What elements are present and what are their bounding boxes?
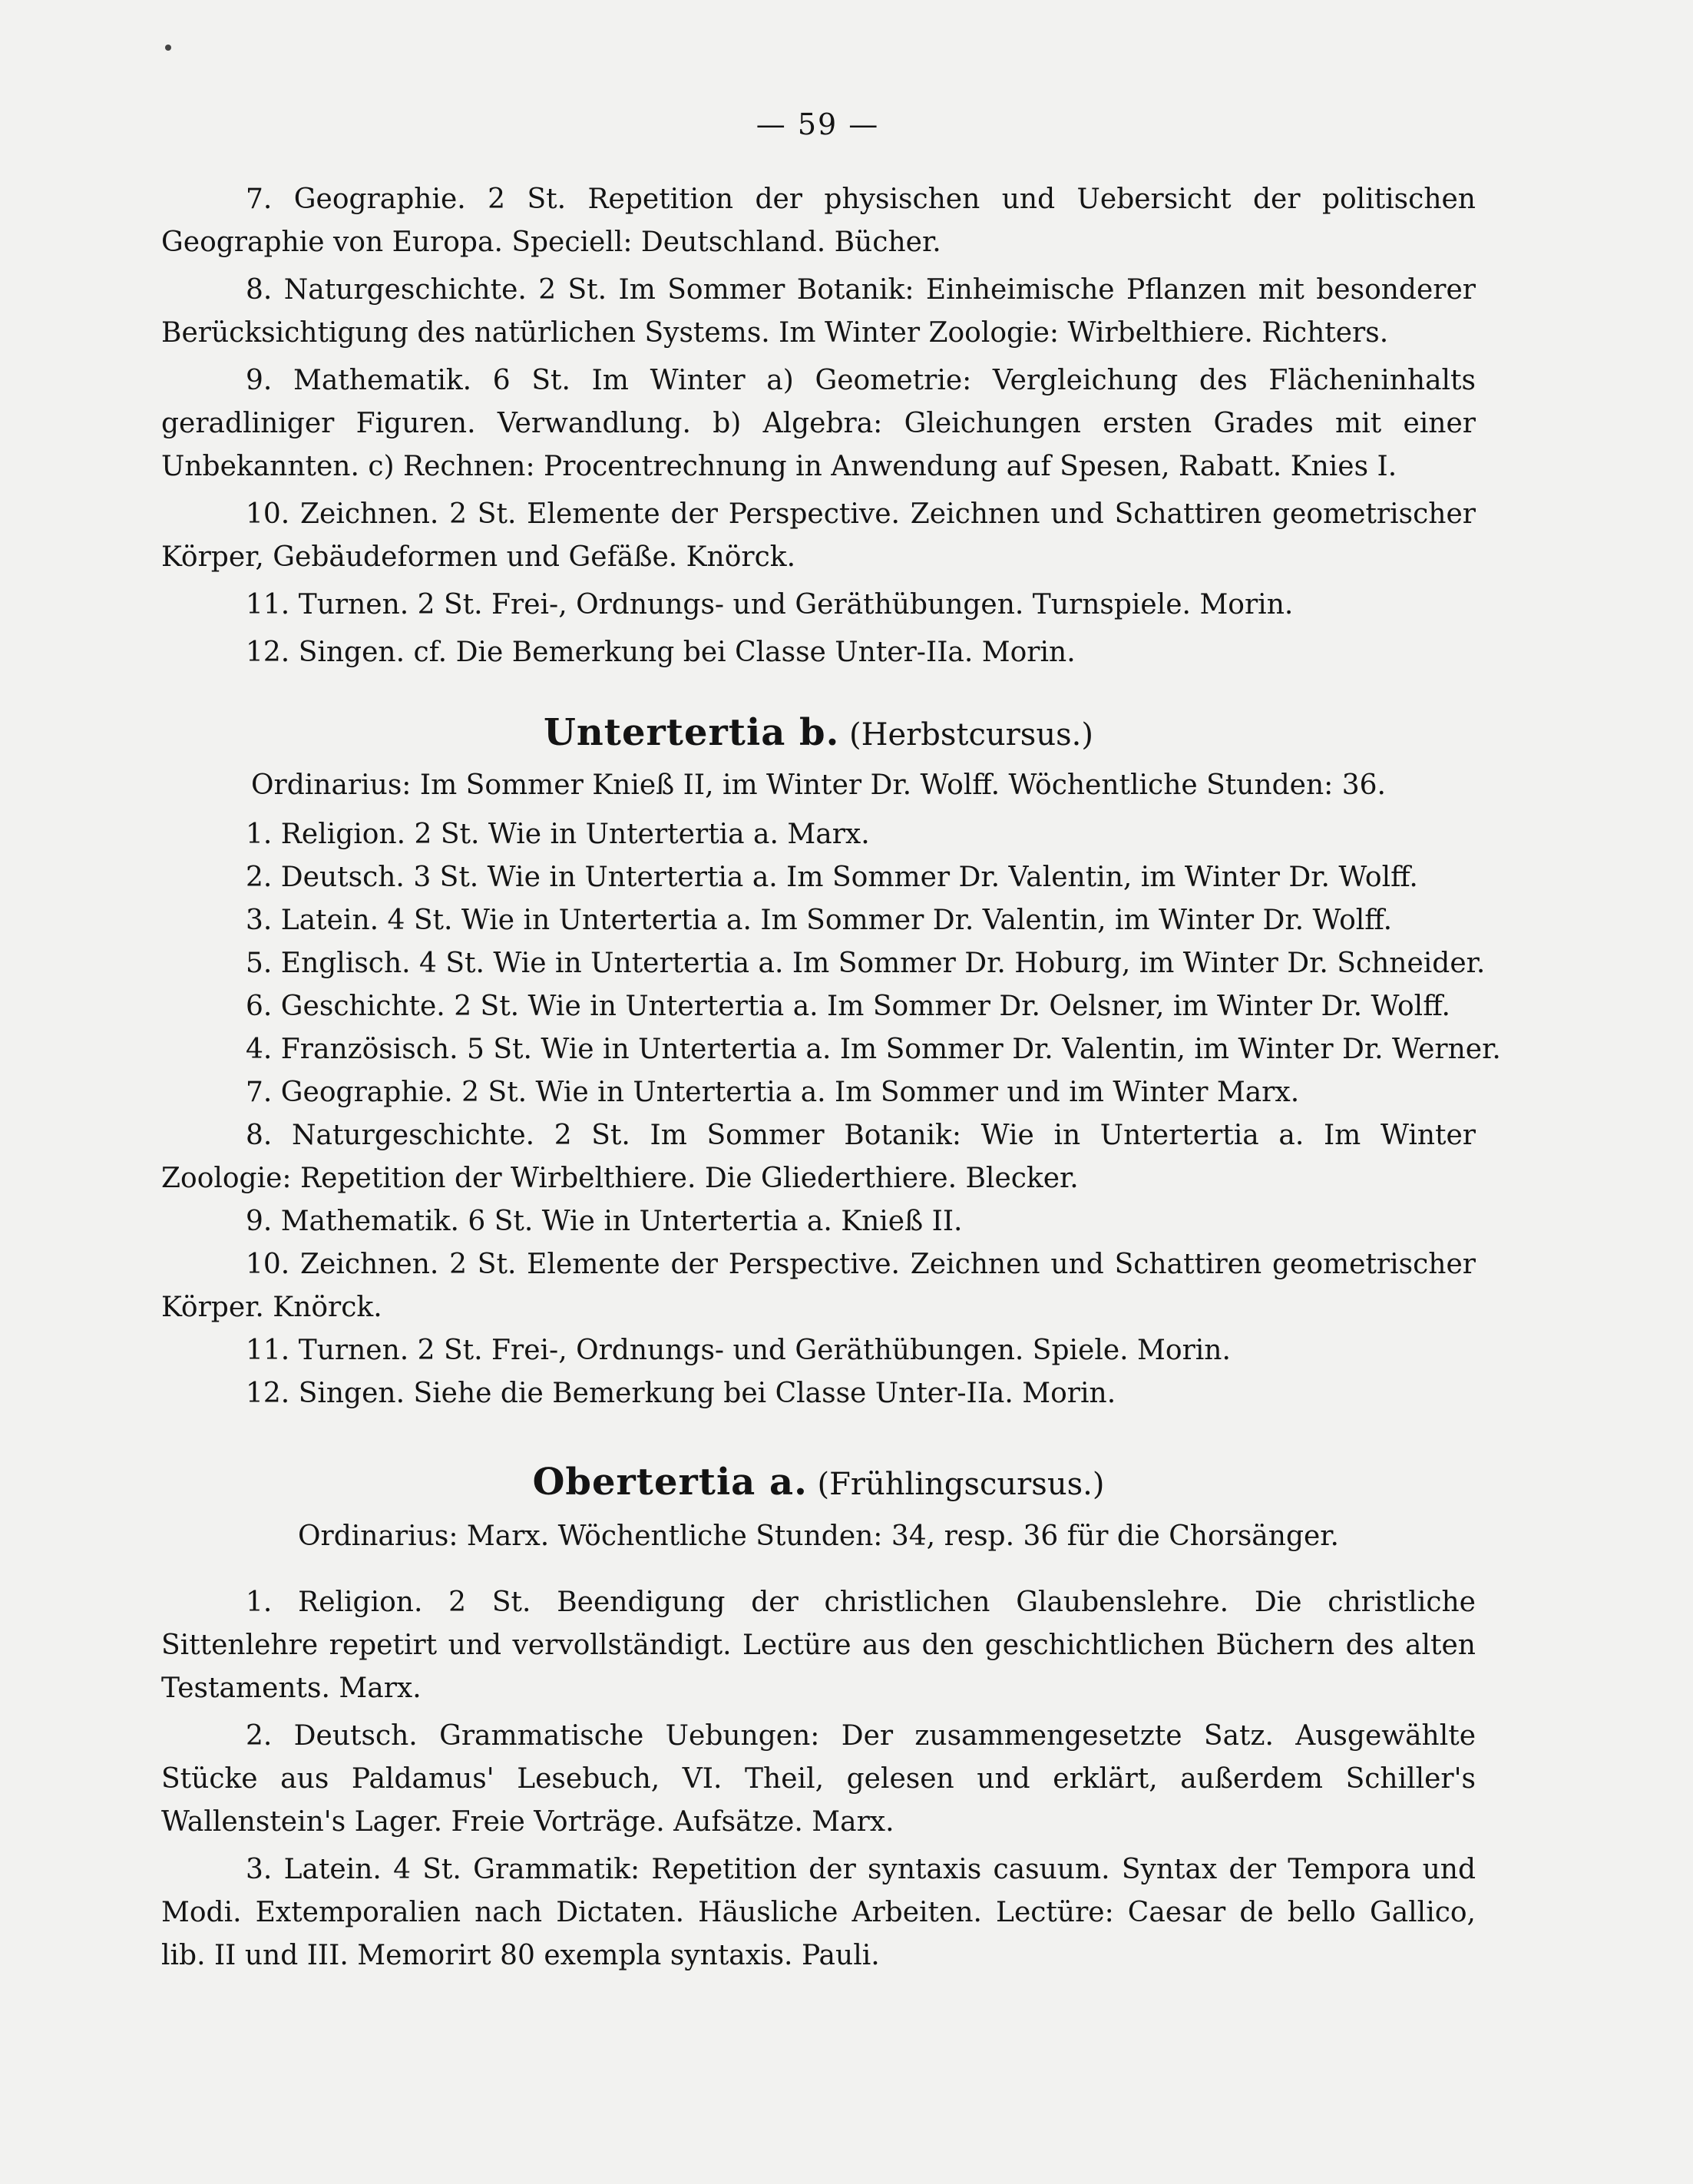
section-untertertia-b — [161, 710, 1501, 1415]
ordinarius-line: Ordinarius: Marx. Wöchentliche Stunden: 34, resp. 36 für die Chorsänger. — [298, 1521, 1339, 1552]
section-title: Untertertia b. — [544, 711, 840, 754]
subject-line: 1. Religion. 2 St. Wie in Untertertia a. Marx. — [246, 819, 870, 850]
subject-line: 11. Turnen. 2 St. Frei-, Ordnungs- und Geräthübungen. Spiele. Morin. — [246, 1335, 1231, 1366]
page-number: — 59 — — [756, 108, 880, 141]
speck-mark — [165, 45, 171, 51]
subject-line: 6. Geschichte. 2 St. Wie in Untertertia a. Im Sommer Dr. Oelsner, im Winter Dr. Wolff. — [246, 991, 1450, 1022]
section-heading — [161, 1459, 1476, 1507]
section-title: Obertertia a. — [532, 1461, 808, 1504]
subject-line: 9. Mathematik. 6 St. Wie in Untertertia a. Knieß II. — [246, 1206, 963, 1237]
subject-paragraph: 10. Zeichnen. 2 St. Elemente der Perspective. Zeichnen und Schattiren geometrischer Körper, Gebäudeformen und Gefäße. Knörck. — [161, 498, 1476, 573]
subject-line: 2. Deutsch. 3 St. Wie in Untertertia a. Im Sommer Dr. Valentin, im Winter Dr. Wolff. — [246, 862, 1418, 893]
top-section — [161, 178, 1476, 674]
subject-line: 5. Englisch. 4 St. Wie in Untertertia a. Im Sommer Dr. Hoburg, im Winter Dr. Schneider. — [246, 948, 1486, 979]
subject-line: 7. Geographie. 2 St. Wie in Untertertia a. Im Sommer und im Winter Marx. — [246, 1077, 1300, 1108]
section-heading — [161, 710, 1476, 758]
subject-paragraph: 1. Religion. 2 St. Beendigung der christlichen Glaubenslehre. Die christliche Sittenlehre repetirt und vervollständigt. Lectüre aus den geschichtlichen Büchern des alten Testaments. Marx. — [161, 1587, 1476, 1704]
section-subtitle: (Herbstcursus.) — [849, 717, 1093, 753]
subject-paragraph: 11. Turnen. 2 St. Frei-, Ordnungs- und Geräthübungen. Turnspiele. Morin. — [246, 589, 1294, 620]
subject-paragraph: 10. Zeichnen. 2 St. Elemente der Perspective. Zeichnen und Schattiren geometrischer Körper. Knörck. — [161, 1249, 1476, 1323]
subject-line: 3. Latein. 4 St. Wie in Untertertia a. Im Sommer Dr. Valentin, im Winter Dr. Wolff. — [246, 905, 1393, 936]
ordinarius-line: Ordinarius: Im Sommer Knieß II, im Winter Dr. Wolff. Wöchentliche Stunden: 36. — [250, 769, 1386, 801]
subject-paragraph: 2. Deutsch. Grammatische Uebungen: Der zusammengesetzte Satz. Ausgewählte Stücke aus Paldamus' Lesebuch, VI. Theil, gelesen und erklärt, außerdem Schiller's Wallenstein's Lager. Freie Vorträge. Aufsätze. Marx. — [161, 1720, 1476, 1838]
section-subtitle: (Frühlingscursus.) — [817, 1467, 1105, 1502]
subject-paragraph: 3. Latein. 4 St. Grammatik: Repetition der syntaxis casuum. Syntax der Tempora und Modi. Extemporalien nach Dictaten. Häusliche Arbeiten. Lectüre: Caesar de bello Gallico, lib. II und III. Memorirt 80 exempla syntaxis. Pauli. — [161, 1854, 1476, 1971]
subject-paragraph: 9. Mathematik. 6 St. Im Winter a) Geometrie: Vergleichung des Flächeninhalts geradliniger Figuren. Verwandlung. b) Algebra: Gleichungen ersten Grades mit einer Unbekannten. c) Rechnen: Procentrechnung in Anwendung auf Spesen, Rabatt. Knies I. — [161, 365, 1476, 482]
subject-paragraph: 8. Naturgeschichte. 2 St. Im Sommer Botanik: Einheimische Pflanzen mit besonderer Berücksichtigung des natürlichen Systems. Im Winter Zoologie: Wirbelthiere. Richters. — [161, 274, 1476, 349]
subject-line: 12. Singen. Siehe die Bemerkung bei Classe Unter-IIa. Morin. — [246, 1378, 1116, 1409]
subject-paragraph: 7. Geographie. 2 St. Repetition der physischen und Uebersicht der politischen Geographie von Europa. Speciell: Deutschland. Bücher. — [161, 184, 1476, 258]
section-obertertia-a — [161, 1459, 1476, 1977]
subject-paragraph: 8. Naturgeschichte. 2 St. Im Sommer Botanik: Wie in Untertertia a. Im Winter Zoologie: Repetition der Wirbelthiere. Die Gliederthiere. Blecker. — [161, 1120, 1476, 1194]
subject-line: 4. Französisch. 5 St. Wie in Untertertia a. Im Sommer Dr. Valentin, im Winter Dr. Werner. — [246, 1034, 1501, 1065]
subject-paragraph: 12. Singen. cf. Die Bemerkung bei Classe Unter-IIa. Morin. — [246, 637, 1076, 668]
